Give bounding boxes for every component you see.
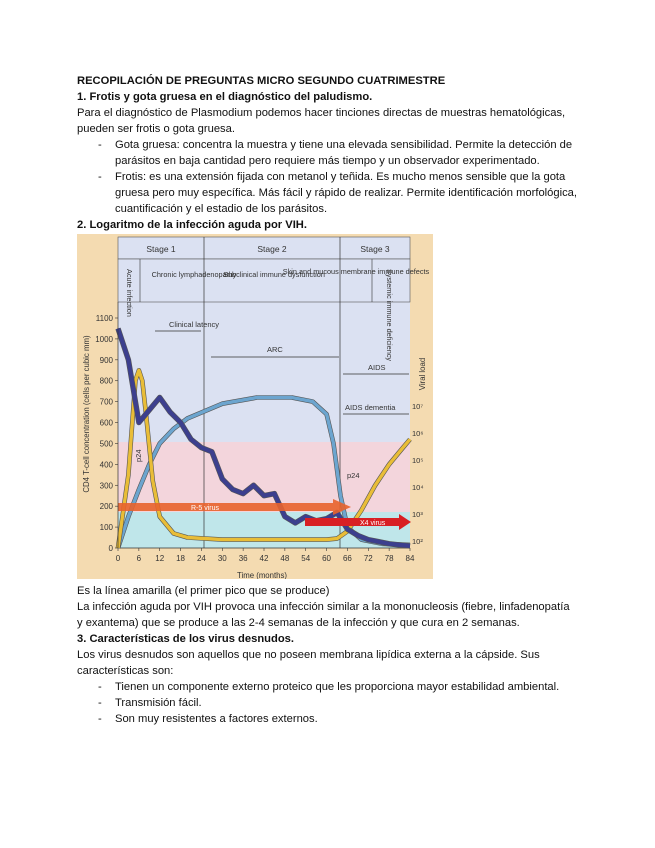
q1-heading: 1. Frotis y gota gruesa en el diagnóstico del paludismo. [77, 91, 373, 103]
y-right-tick-label: 10² [412, 537, 423, 546]
x-tick-label: 6 [136, 554, 142, 563]
y-tick-label: 900 [99, 355, 113, 365]
y-tick-label: 100 [99, 523, 113, 533]
q1-list [77, 137, 577, 217]
y-right-tick-label: 10⁵ [412, 456, 424, 465]
hiv-infection-figure [77, 234, 433, 579]
x-tick-label: 60 [322, 554, 332, 563]
phase-subclinical: Subclinical immune dysfunction [223, 270, 325, 279]
q3-intro: Los virus desnudos son aquellos que no poseen membrana lipídica externa a la cápside. Sus características son: [77, 649, 540, 677]
list-item: - Son muy resistentes a factores externos. [77, 711, 577, 727]
label-clinical-latency: Clinical latency [169, 320, 220, 329]
y-tick-label: 0 [108, 544, 113, 553]
stage-3-label: Stage 3 [360, 244, 390, 254]
label-aids: AIDS [368, 363, 386, 372]
y-tick-label: 500 [99, 439, 113, 449]
list-item: - Gota gruesa: concentra la muestra y tiene una elevada sensibilidad. Permite la detección de parásitos en baja cantidad pero requiere más tiempo y un observador experimentado. [77, 137, 577, 169]
y-tick-label: 600 [99, 418, 113, 428]
x-axis-label: Time (months) [237, 571, 287, 579]
x-tick-label: 72 [363, 554, 373, 563]
q2-heading: 2. Logaritmo de la infección aguda por VIH. [77, 219, 307, 231]
q2-answer-2: La infección aguda por VIH provoca una infección similar a la mononucleosis (fiebre, linfadenopatía y exantema) que se produce a las 2-4 semanas de la infección y que cura en 2 semanas. [77, 601, 570, 629]
y-right-tick-label: 10⁶ [412, 429, 424, 438]
stage-1-label: Stage 1 [146, 244, 176, 254]
phase-chronic: Chronic lymphadenopathy [151, 270, 237, 279]
list-item: - Frotis: es una extensión fijada con metanol y teñida. Es mucho menos sensible que la gota gruesa pero muy específica. Más fácil y rápido de realizar. Permite identificación morfológica, cuantificación y el estadio de los parásitos. [77, 169, 577, 217]
y-right-tick-label: 10⁴ [412, 483, 424, 492]
q3-heading: 3. Características de los virus desnudos. [77, 633, 295, 645]
y-axis-label: CD4 T-cell concentration (cells per cubic mm) [82, 335, 91, 493]
stage-2-label: Stage 2 [257, 244, 287, 254]
phase-header [118, 259, 410, 302]
band-blue [118, 302, 410, 442]
hiv-chart-svg [77, 234, 433, 579]
phase-systemic: Systemic immune deficiency [385, 269, 394, 362]
y-tick-label: 800 [99, 376, 113, 386]
label-p24-acute: p24 [134, 449, 143, 462]
label-arc: ARC [267, 345, 283, 354]
y-tick-label: 700 [99, 397, 113, 407]
x-tick-label: 42 [259, 554, 269, 563]
document-body [77, 73, 577, 727]
y-tick-label: 1100 [95, 314, 113, 323]
q1-intro: Para el diagnóstico de Plasmodium podemos hacer tinciones directas de muestras hematológicas, pueden ser frotis o gota gruesa. [77, 107, 566, 135]
x-tick-label: 18 [176, 554, 186, 563]
list-item: - Transmisión fácil. [77, 695, 577, 711]
y-tick-label: 300 [99, 481, 113, 491]
label-x4: X4 virus [360, 520, 386, 527]
x-tick-label: 24 [196, 554, 206, 563]
x-tick-label: 54 [301, 554, 311, 563]
x-tick-label: 48 [280, 554, 290, 563]
label-r5: R-5 virus [191, 505, 220, 512]
y-tick-label: 1000 [95, 334, 113, 344]
q2-answer-1: Es la línea amarilla (el primer pico que se produce) [77, 585, 330, 597]
list-item: - Tienen un componente externo proteico que les proporciona mayor estabilidad ambiental. [77, 679, 577, 695]
y-right-tick-label: 10⁷ [412, 402, 424, 411]
x-tick-label: 84 [405, 554, 415, 563]
label-p24-late: p24 [347, 471, 360, 480]
x-tick-label: 66 [342, 554, 352, 563]
q3-list [77, 679, 577, 727]
x-tick-label: 0 [115, 554, 121, 563]
y-right-axis-label: Viral load [418, 357, 427, 391]
x-tick-label: 36 [238, 554, 248, 563]
x-tick-label: 12 [155, 554, 165, 563]
y-tick-label: 400 [99, 460, 113, 470]
document-title: RECOPILACIÓN DE PREGUNTAS MICRO SEGUNDO CUATRIMESTRE [77, 75, 446, 87]
y-right-tick-label: 10³ [412, 510, 423, 519]
y-tick-label: 200 [99, 502, 113, 512]
phase-acute: Acute infection [125, 269, 134, 317]
x-tick-label: 78 [384, 554, 394, 563]
phase-skin: Skin and mucous membrane immune defects [282, 267, 430, 276]
label-aids-dementia: AIDS dementia [345, 403, 396, 412]
x-tick-label: 30 [217, 554, 227, 563]
